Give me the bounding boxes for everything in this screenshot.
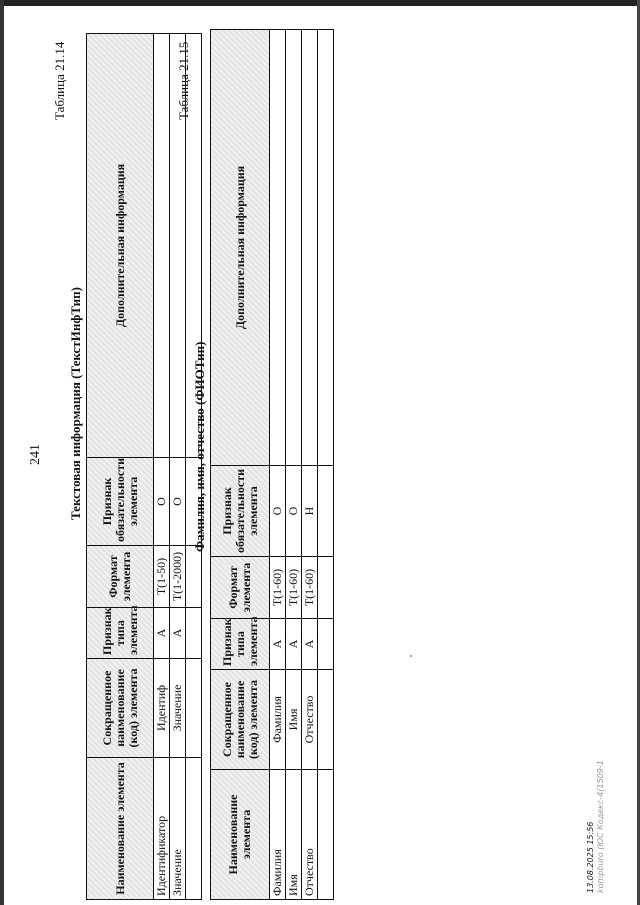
- table-cell: [318, 30, 334, 466]
- table-row: [170, 34, 186, 900]
- table-cell: Фамилия: [270, 670, 286, 770]
- table-cell: Имя: [286, 670, 302, 770]
- table1: [86, 33, 202, 900]
- table-cell: Н: [302, 466, 318, 557]
- table-cell: Имя: [286, 770, 302, 900]
- table1-header-cell: Формат элемента: [87, 546, 154, 608]
- table2-header-cell: Признак обязательности элемента: [211, 466, 270, 557]
- table-cell: Значение: [170, 659, 186, 758]
- table2-caption: Фамилия, имя, отчество (ФИОТип): [192, 341, 207, 552]
- table-cell: [186, 546, 202, 608]
- table-cell: [186, 758, 202, 900]
- table-cell: О: [286, 466, 302, 557]
- stamp-datetime: 13.08.2025 15:56: [586, 821, 595, 893]
- table1-header-cell: Сокращенное наименование (код) элемента: [87, 659, 154, 758]
- table2-header-cell: Дополнительная информация: [211, 30, 270, 466]
- table1-header-cell: Наименование элемента: [87, 758, 154, 900]
- table2-header-cell: Сокращенное наименование (код) элемента: [211, 670, 270, 770]
- table-cell: Значение: [170, 758, 186, 900]
- table-cell: [186, 659, 202, 758]
- table-cell: Отчество: [302, 770, 318, 900]
- table2-header-cell: Признак типа элемента: [211, 619, 270, 670]
- table-row: [318, 30, 334, 900]
- table1-header-cell: Дополнительная информация: [87, 34, 154, 458]
- table2-label: Таблица 21.15: [176, 41, 191, 120]
- table2: [210, 29, 334, 900]
- table1-caption: Текстовая информация (ТекстИнфТип): [68, 287, 83, 520]
- table-cell: О: [270, 466, 286, 557]
- table1-header-cell: Признак обязательности элемента: [87, 458, 154, 546]
- table-row: [286, 30, 302, 900]
- table-cell: [318, 619, 334, 670]
- table1-header-cell: Признак типа элемента: [87, 608, 154, 659]
- table-cell: T(1-2000): [170, 546, 186, 608]
- table-cell: [154, 34, 170, 458]
- table-cell: [186, 608, 202, 659]
- table2-header-cell: Наименование элемента: [211, 770, 270, 900]
- table-cell: T(1-50): [154, 546, 170, 608]
- table-cell: О: [154, 458, 170, 546]
- table-cell: А: [270, 619, 286, 670]
- table-cell: T(1-60): [302, 557, 318, 619]
- table-cell: Идентификатор: [154, 758, 170, 900]
- table-row: [154, 34, 170, 900]
- table-cell: Идентиф: [154, 659, 170, 758]
- table-cell: А: [154, 608, 170, 659]
- stamp-source: kompburo (ЮС Кодекс-4(1509-1: [596, 760, 605, 893]
- table-cell: [318, 557, 334, 619]
- table-cell: [318, 670, 334, 770]
- table-cell: [270, 30, 286, 466]
- print-stamp: [586, 760, 606, 893]
- page-number: 241: [28, 444, 43, 465]
- table1-header-row: [87, 34, 154, 900]
- table-cell: [302, 30, 318, 466]
- table-cell: T(1-60): [286, 557, 302, 619]
- table-cell: А: [170, 608, 186, 659]
- table2-header-row: [211, 30, 270, 900]
- table-cell: [318, 770, 334, 900]
- table-cell: О: [170, 458, 186, 546]
- table-row: [270, 30, 286, 900]
- table2-header-cell: Формат элемента: [211, 557, 270, 619]
- table-row: [302, 30, 318, 900]
- table-cell: Отчество: [302, 670, 318, 770]
- table-cell: А: [286, 619, 302, 670]
- table-cell: [286, 30, 302, 466]
- scan-speck: [410, 655, 412, 657]
- table-cell: [318, 466, 334, 557]
- table1-label: Таблица 21.14: [52, 41, 67, 120]
- table-cell: T(1-60): [270, 557, 286, 619]
- table-cell: А: [302, 619, 318, 670]
- table-cell: Фамилия: [270, 770, 286, 900]
